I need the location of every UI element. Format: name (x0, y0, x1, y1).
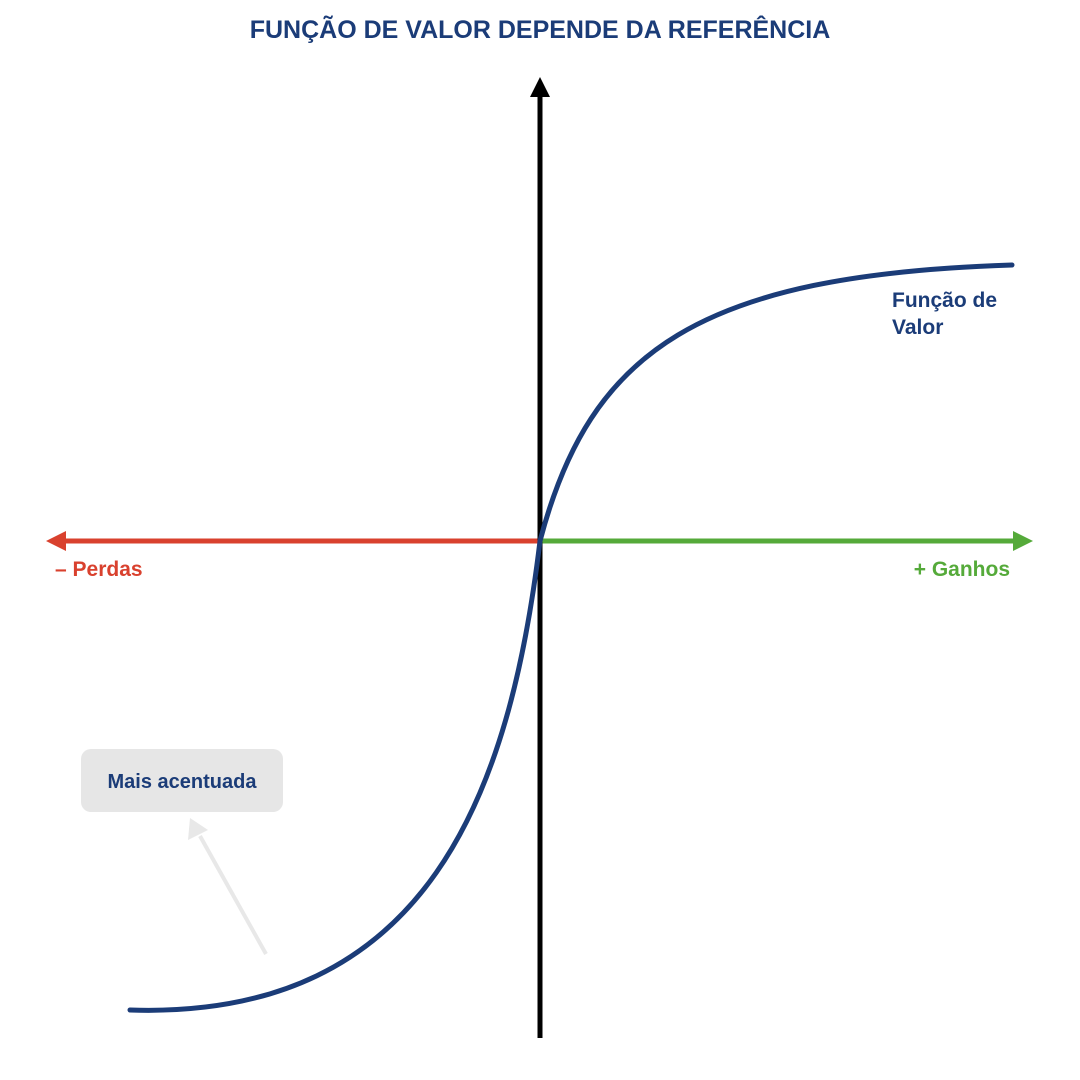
curve-label (892, 289, 1003, 339)
callout-arrow-line (200, 836, 266, 954)
callout-arrowhead-icon (188, 818, 208, 840)
vertical-arrowhead-icon (530, 77, 550, 97)
losses-arrowhead-icon (46, 531, 66, 551)
gains-label: + Ganhos (913, 558, 1010, 581)
value-function-curve (130, 265, 1012, 1010)
gains-arrowhead-icon (1013, 531, 1033, 551)
diagram-title: FUNÇÃO DE VALOR DEPENDE DA REFERÊNCIA (249, 16, 831, 44)
callout-text: Mais acentuada (107, 771, 257, 793)
curve-label-line1: Função de (892, 289, 998, 312)
curve-label-line2: Valor (892, 316, 944, 339)
losses-label: – Perdas (55, 558, 143, 581)
